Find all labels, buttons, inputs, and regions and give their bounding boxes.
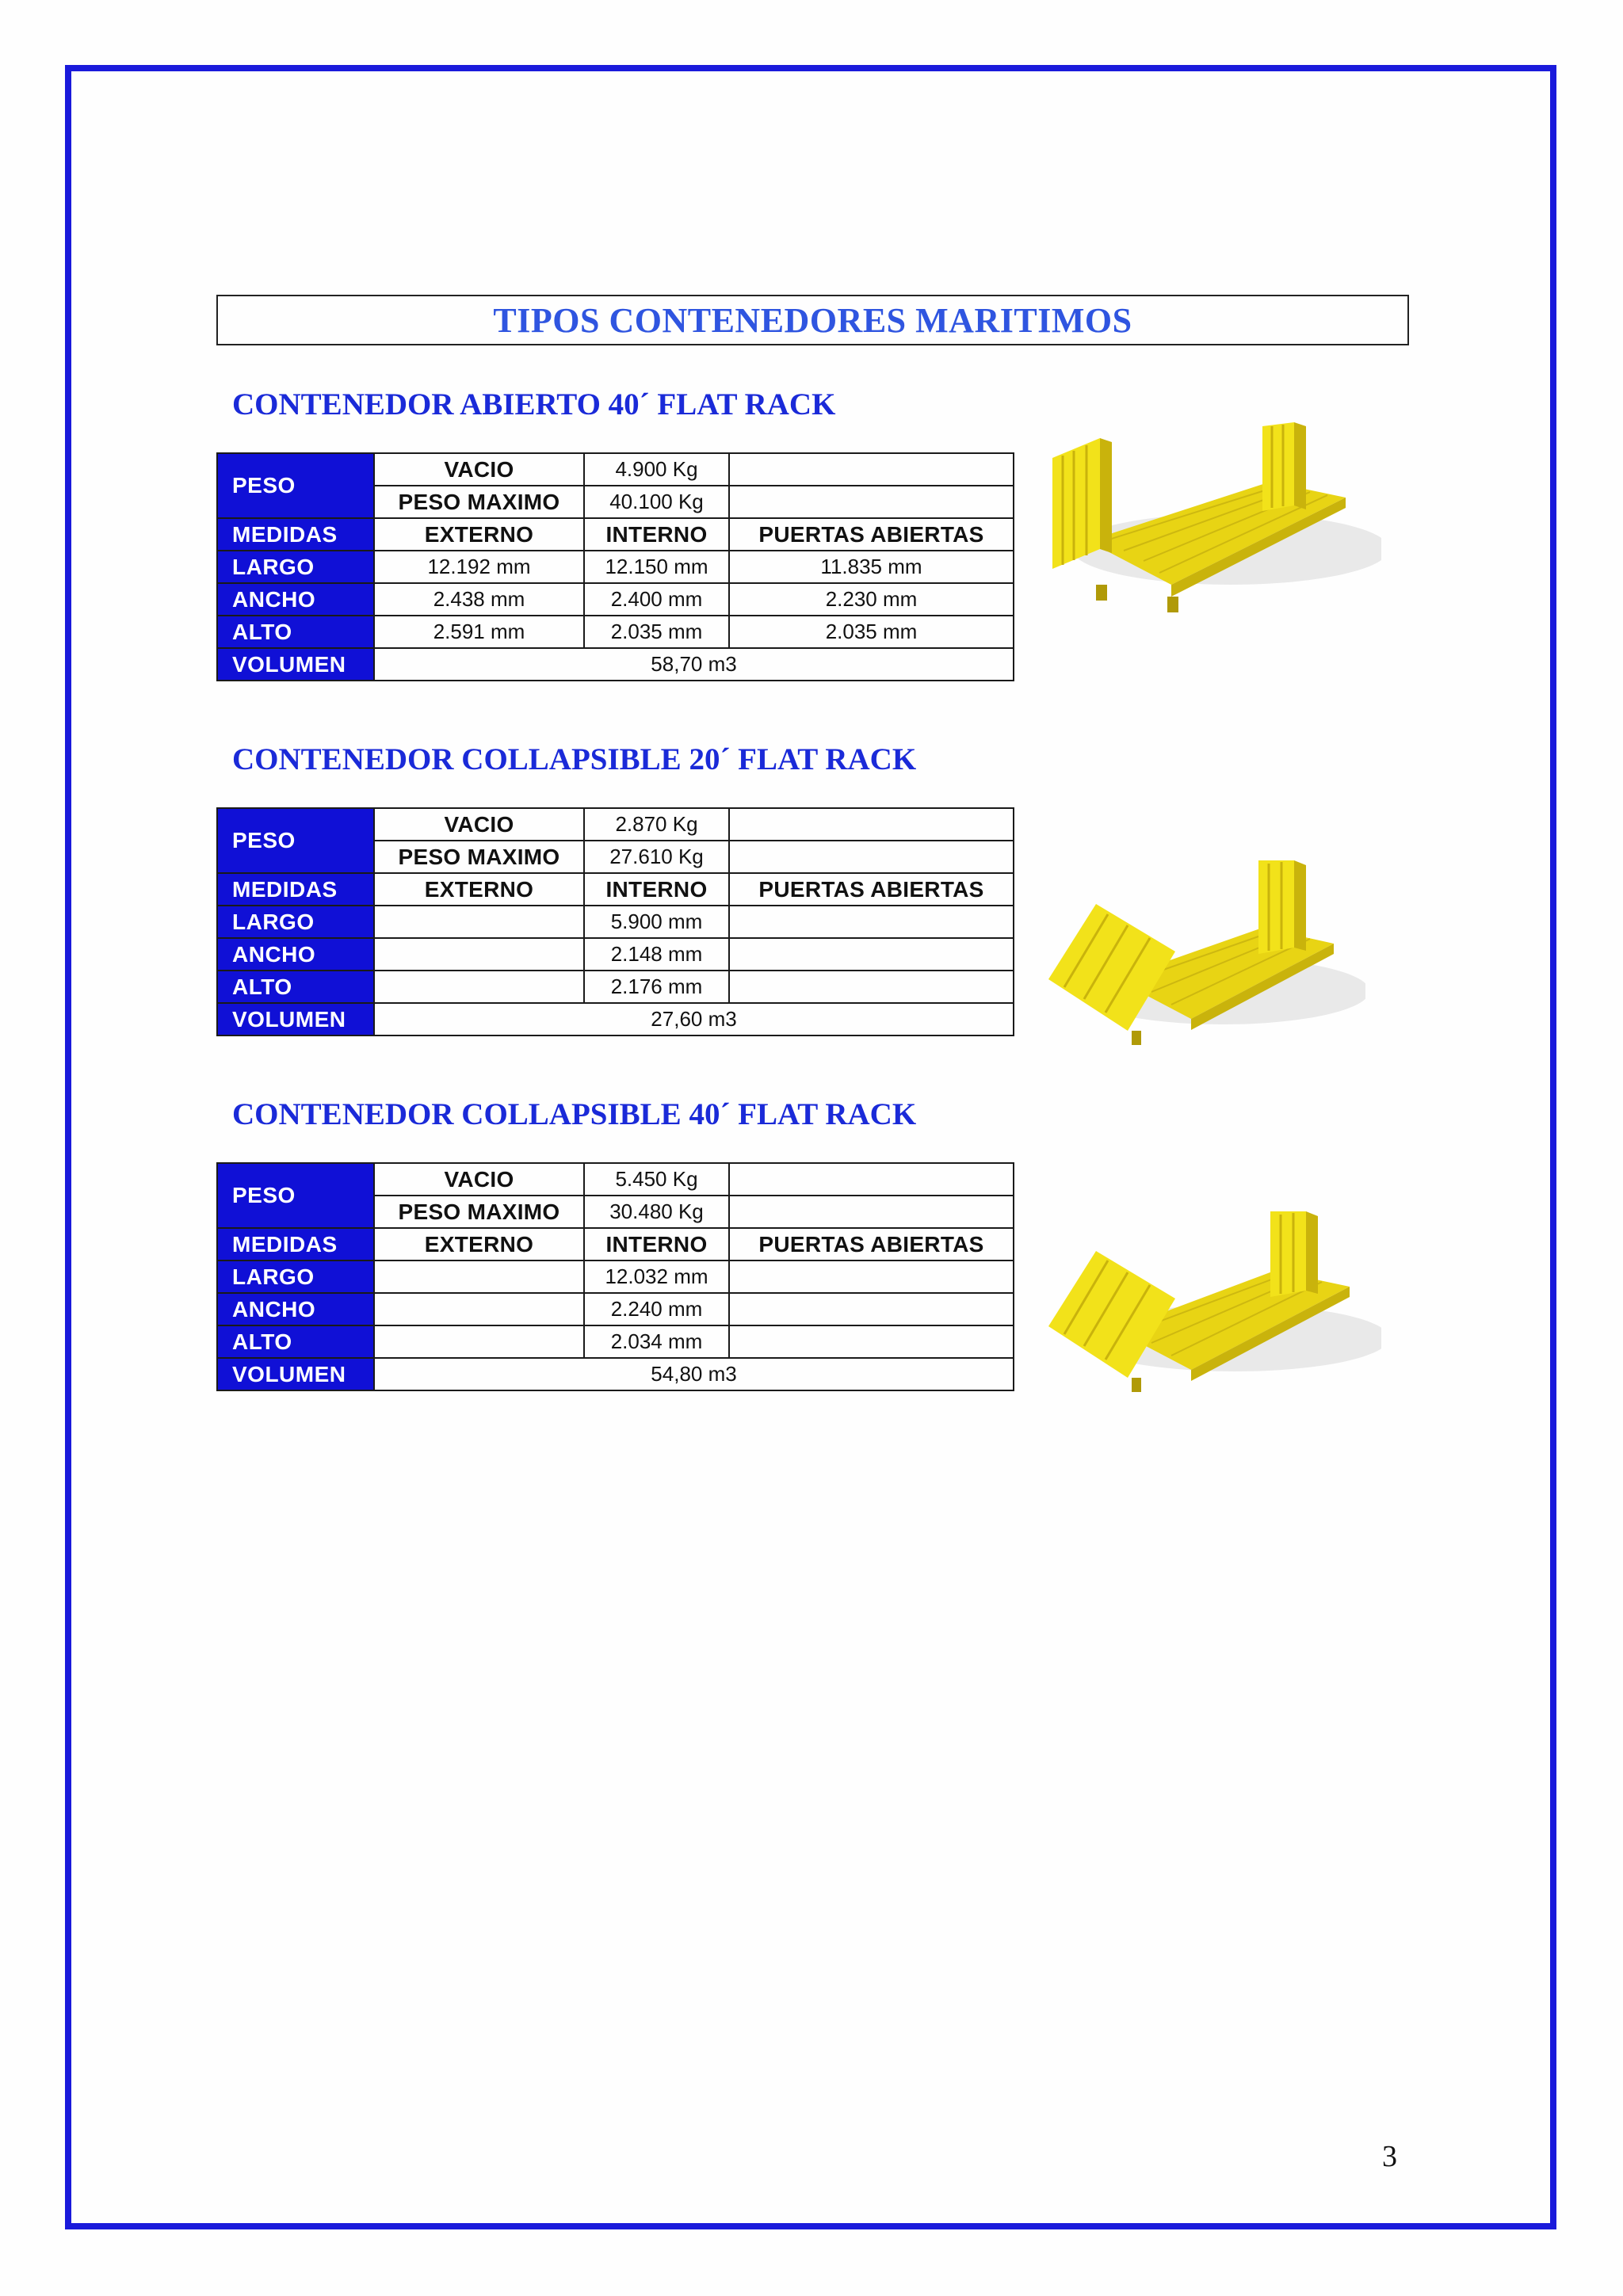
alto-puertas: 2.035 mm <box>729 616 1014 648</box>
label-peso: PESO <box>217 453 374 518</box>
ancho-externo <box>374 938 584 971</box>
empty-cell <box>729 1163 1014 1196</box>
largo-externo <box>374 1261 584 1293</box>
alto-puertas <box>729 1325 1014 1358</box>
label-peso-maximo: PESO MAXIMO <box>374 1196 584 1228</box>
label-peso-maximo: PESO MAXIMO <box>374 841 584 873</box>
alto-externo <box>374 1325 584 1358</box>
spec-table <box>216 1162 1014 1391</box>
flat-rack-collapsible-icon <box>1033 1211 1381 1417</box>
label-volumen: VOLUMEN <box>217 1003 374 1035</box>
page-title: TIPOS CONTENEDORES MARITIMOS <box>493 300 1132 340</box>
header-externo: EXTERNO <box>374 518 584 551</box>
header-interno: INTERNO <box>584 518 729 551</box>
value-volumen: 58,70 m3 <box>374 648 1014 681</box>
label-ancho: ANCHO <box>217 1293 374 1325</box>
label-volumen: VOLUMEN <box>217 1358 374 1390</box>
flat-rack-collapsible-icon <box>1033 860 1365 1066</box>
alto-externo: 2.591 mm <box>374 616 584 648</box>
empty-cell <box>729 486 1014 518</box>
flat-rack-open-icon <box>1033 422 1381 628</box>
section-abierto-40 <box>216 383 1421 677</box>
label-alto: ALTO <box>217 1325 374 1358</box>
largo-puertas <box>729 906 1014 938</box>
value-volumen: 27,60 m3 <box>374 1003 1014 1035</box>
label-vacio: VACIO <box>374 808 584 841</box>
label-ancho: ANCHO <box>217 938 374 971</box>
label-ancho: ANCHO <box>217 583 374 616</box>
label-peso: PESO <box>217 1163 374 1228</box>
ancho-interno: 2.148 mm <box>584 938 729 971</box>
largo-interno: 5.900 mm <box>584 906 729 938</box>
label-volumen: VOLUMEN <box>217 648 374 681</box>
label-medidas: MEDIDAS <box>217 518 374 551</box>
header-interno: INTERNO <box>584 1228 729 1261</box>
section-heading: CONTENEDOR COLLAPSIBLE 40´ FLAT RACK <box>232 1097 917 1131</box>
label-alto: ALTO <box>217 971 374 1003</box>
label-largo: LARGO <box>217 906 374 938</box>
ancho-puertas: 2.230 mm <box>729 583 1014 616</box>
header-puertas-abiertas: PUERTAS ABIERTAS <box>729 1228 1014 1261</box>
ancho-interno: 2.400 mm <box>584 583 729 616</box>
header-puertas-abiertas: PUERTAS ABIERTAS <box>729 873 1014 906</box>
alto-puertas <box>729 971 1014 1003</box>
section-heading: CONTENEDOR COLLAPSIBLE 20´ FLAT RACK <box>232 742 917 776</box>
value-peso-maximo: 30.480 Kg <box>584 1196 729 1228</box>
label-largo: LARGO <box>217 551 374 583</box>
title-box <box>216 295 1409 345</box>
ancho-externo: 2.438 mm <box>374 583 584 616</box>
largo-externo: 12.192 mm <box>374 551 584 583</box>
largo-puertas: 11.835 mm <box>729 551 1014 583</box>
page-number: 3 <box>1382 2140 1397 2173</box>
largo-puertas <box>729 1261 1014 1293</box>
label-medidas: MEDIDAS <box>217 1228 374 1261</box>
label-peso-maximo: PESO MAXIMO <box>374 486 584 518</box>
header-interno: INTERNO <box>584 873 729 906</box>
label-medidas: MEDIDAS <box>217 873 374 906</box>
value-peso-maximo: 27.610 Kg <box>584 841 729 873</box>
value-vacio: 2.870 Kg <box>584 808 729 841</box>
alto-interno: 2.034 mm <box>584 1325 729 1358</box>
label-vacio: VACIO <box>374 453 584 486</box>
spec-table <box>216 807 1014 1036</box>
largo-interno: 12.150 mm <box>584 551 729 583</box>
alto-externo <box>374 971 584 1003</box>
alto-interno: 2.176 mm <box>584 971 729 1003</box>
empty-cell <box>729 808 1014 841</box>
section-collapsible-40 <box>216 1093 1421 1386</box>
label-vacio: VACIO <box>374 1163 584 1196</box>
label-alto: ALTO <box>217 616 374 648</box>
section-heading: CONTENEDOR ABIERTO 40´ FLAT RACK <box>232 387 836 421</box>
empty-cell <box>729 453 1014 486</box>
empty-cell <box>729 1196 1014 1228</box>
largo-interno: 12.032 mm <box>584 1261 729 1293</box>
label-peso: PESO <box>217 808 374 873</box>
value-vacio: 4.900 Kg <box>584 453 729 486</box>
largo-externo <box>374 906 584 938</box>
value-volumen: 54,80 m3 <box>374 1358 1014 1390</box>
ancho-puertas <box>729 938 1014 971</box>
header-externo: EXTERNO <box>374 1228 584 1261</box>
empty-cell <box>729 841 1014 873</box>
header-puertas-abiertas: PUERTAS ABIERTAS <box>729 518 1014 551</box>
ancho-externo <box>374 1293 584 1325</box>
alto-interno: 2.035 mm <box>584 616 729 648</box>
ancho-interno: 2.240 mm <box>584 1293 729 1325</box>
header-externo: EXTERNO <box>374 873 584 906</box>
section-collapsible-20 <box>216 738 1421 1032</box>
ancho-puertas <box>729 1293 1014 1325</box>
label-largo: LARGO <box>217 1261 374 1293</box>
value-peso-maximo: 40.100 Kg <box>584 486 729 518</box>
value-vacio: 5.450 Kg <box>584 1163 729 1196</box>
spec-table <box>216 452 1014 681</box>
